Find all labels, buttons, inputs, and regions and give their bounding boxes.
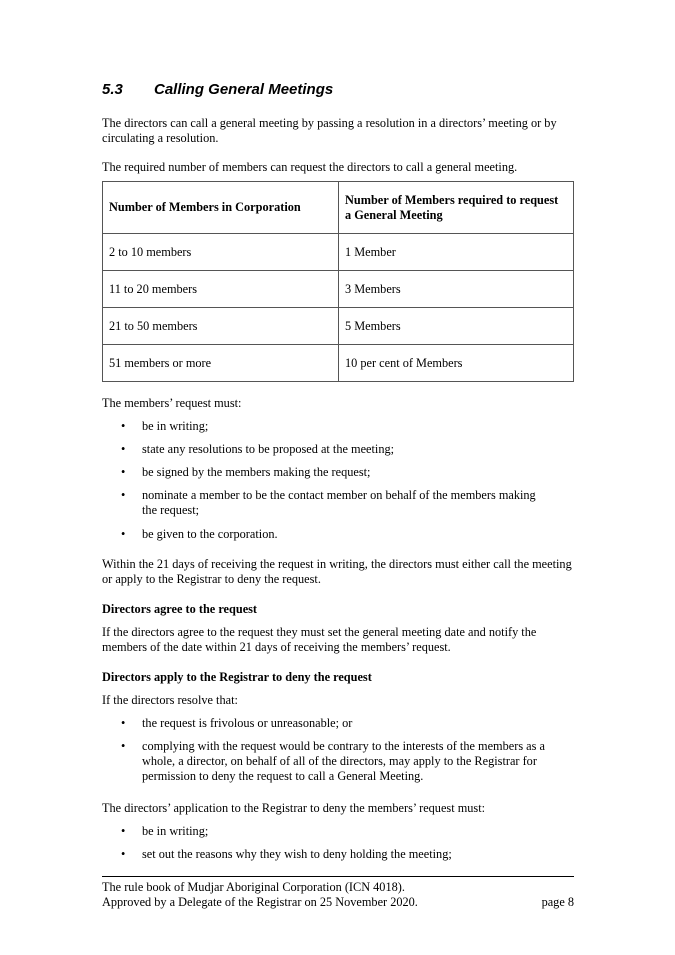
table-row: [103, 271, 574, 308]
table-header-cell: Number of Members required to request a General Meeting: [339, 182, 574, 234]
table-row: [103, 345, 574, 382]
paragraph-directors-agree: If the directors agree to the request they must set the general meeting date and notify the members of the date within 21 days of receiving the members’ request.: [102, 625, 537, 654]
list-item: • be signed by the members making the request;: [102, 465, 574, 480]
footer-divider: [102, 876, 574, 877]
table-cell: 3 Members: [339, 271, 574, 308]
table-cell: 11 to 20 members: [103, 271, 339, 308]
footer-line-2: [102, 895, 574, 910]
table-header-cell: Number of Members in Corporation: [103, 182, 339, 234]
table-cell: 10 per cent of Members: [339, 345, 574, 382]
table-cell: 2 to 10 members: [103, 234, 339, 271]
section-title: Calling General Meetings: [154, 81, 334, 98]
page-number: page 8: [541, 895, 574, 909]
resolve-list: [102, 716, 574, 784]
footer-line-1: The rule book of Mudjar Aboriginal Corporation (ICN 4018).: [102, 880, 405, 894]
paragraph-within-21-days: Within the 21 days of receiving the request in writing, the directors must either call the meeting or apply to the Registrar to deny the request.: [102, 557, 572, 586]
table-cell: 5 Members: [339, 308, 574, 345]
list-item: • complying with the request would be contrary to the interests of the members as a whole, a director, on behalf of all of the directors, may apply to the Registrar for permission to deny the request to call a General Meeting.: [102, 739, 574, 784]
list-item: • be given to the corporation.: [102, 527, 574, 542]
footer-approval: Approved by a Delegate of the Registrar on 25 November 2020.: [102, 895, 418, 909]
list-item: • the request is frivolous or unreasonable; or: [102, 716, 574, 731]
paragraph-request-must: The members’ request must:: [102, 396, 242, 410]
list-item: • be in writing;: [102, 419, 574, 434]
list-item: • be in writing;: [102, 824, 574, 839]
application-list: [102, 824, 574, 862]
list-item: • state any resolutions to be proposed at the meeting;: [102, 442, 574, 457]
table-row: [103, 234, 574, 271]
table-row: [103, 308, 574, 345]
request-list: [102, 419, 574, 542]
table-header-row: [103, 182, 574, 234]
subheading-directors-deny: Directors apply to the Registrar to deny the request: [102, 670, 372, 684]
paragraph-directors-call: The directors can call a general meeting by passing a resolution in a directors’ meeting or by circulating a resolution.: [102, 116, 557, 145]
subheading-directors-agree: Directors agree to the request: [102, 602, 258, 616]
section-heading: [102, 81, 333, 99]
paragraph-directors-resolve: If the directors resolve that:: [102, 693, 238, 707]
section-number: 5.3: [102, 81, 123, 98]
list-item: • nominate a member to be the contact member on behalf of the members making the request;: [102, 488, 574, 518]
table-cell: 21 to 50 members: [103, 308, 339, 345]
paragraph-required-members: The required number of members can request the directors to call a general meeting.: [102, 160, 518, 174]
table-cell: 51 members or more: [103, 345, 339, 382]
table-cell: 1 Member: [339, 234, 574, 271]
list-item: • set out the reasons why they wish to deny holding the meeting;: [102, 847, 574, 862]
members-table: [102, 181, 574, 382]
paragraph-application-must: The directors’ application to the Registrar to deny the members’ request must:: [102, 801, 486, 815]
